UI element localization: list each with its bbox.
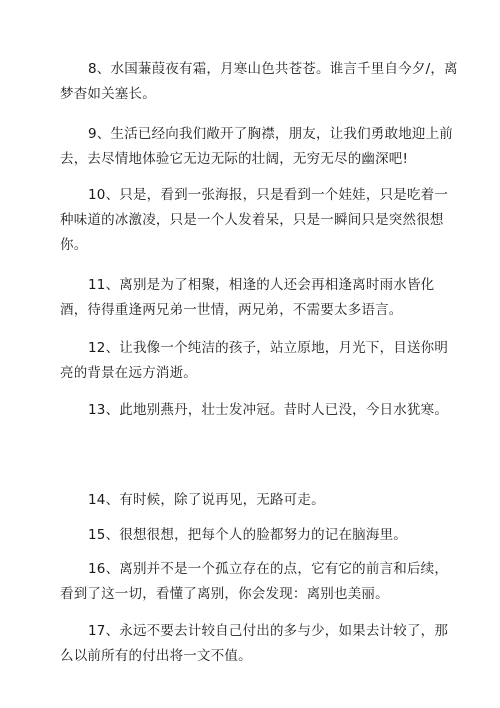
paragraph-9: 9、生活已经向我们敞开了胸襟，朋友，让我们勇敢地迎上前去，去尽情地体验它无边无际的壮阔，无穷无尽的幽深吧! bbox=[60, 126, 453, 167]
paragraph-12: 12、让我像一个纯洁的孩子，站立原地，月光下，目送你明亮的背景在远方消逝。 bbox=[60, 340, 449, 381]
paragraph-14: 14、有时候，除了说再见，无路可走。 bbox=[88, 492, 325, 508]
paragraph-17: 17、永远不要去计较自己付出的多与少，如果去计较了，那么以前所有的付出将一文不值。 bbox=[60, 623, 449, 664]
paragraph-11: 11、离别是为了相聚，相逢的人还会再相逢离时雨水皆化酒，待得重逢两兄弟一世情，两兄弟，不需要太多语言。 bbox=[60, 277, 435, 318]
paragraph-10: 10、只是，看到一张海报，只是看到一个娃娃，只是吃着一种味道的冰激凌，只是一个人发着呆，只是一瞬间只是突然很想你。 bbox=[60, 187, 449, 253]
paragraph-15: 15、很想很想，把每个人的脸都努力的记在脑海里。 bbox=[88, 527, 407, 543]
paragraph-16: 16、离别并不是一个孤立存在的点，它有它的前言和后续，看到了这一切，看懂了离别，你会发现：离别也美丽。 bbox=[60, 561, 449, 602]
paragraph-13: 13、此地别燕丹，壮士发冲冠。昔时人已没，今日水犹寒。 bbox=[88, 402, 449, 418]
paragraph-8: 8、水国蒹葭夜有霜，月寒山色共苍苍。谁言千里自今夕/，离梦杳如关塞长。 bbox=[60, 61, 458, 102]
